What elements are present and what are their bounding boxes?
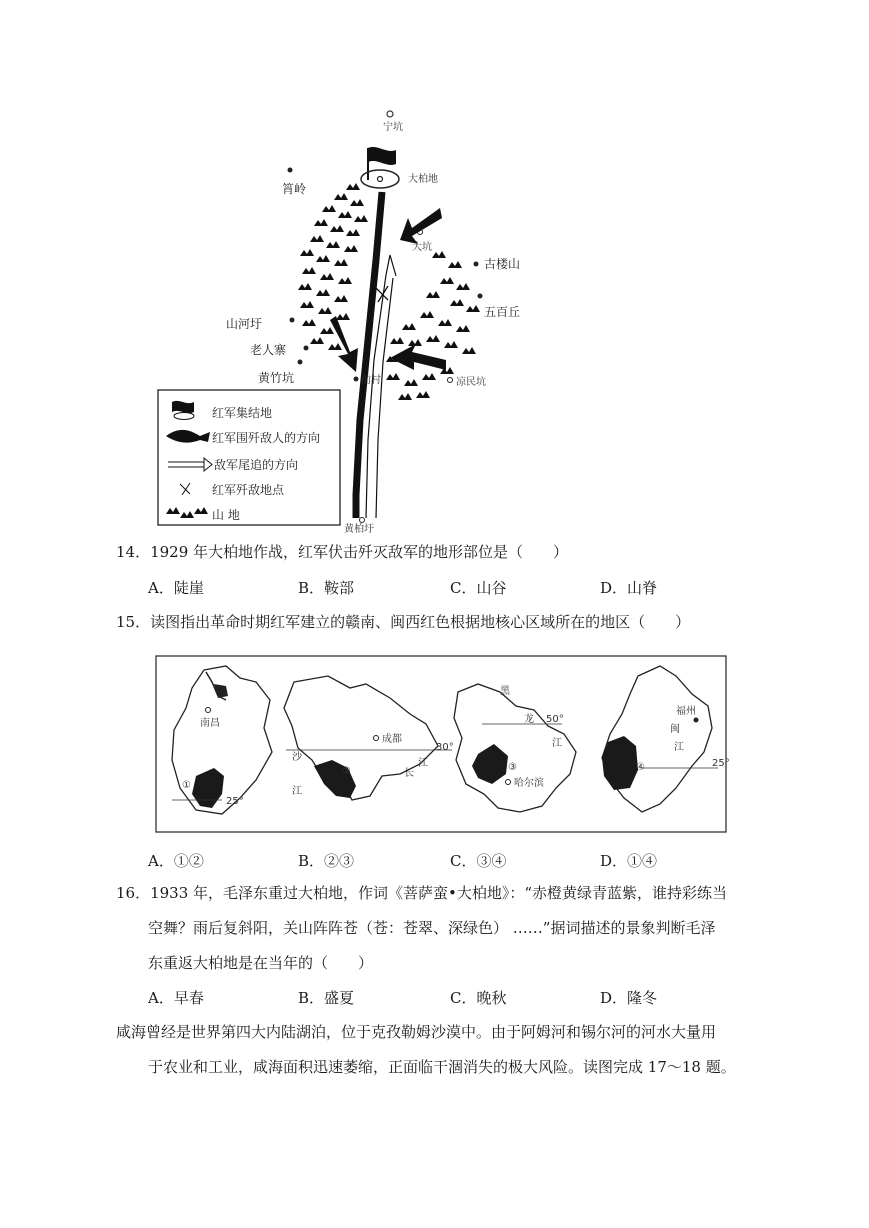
passage-line1: 咸海曾经是世界第四大内陆湖泊，位于克孜勒姆沙漠中。由于阿姆河和锡尔河的河水大量用 bbox=[116, 1023, 717, 1041]
panel2-river2: 江 bbox=[292, 786, 302, 797]
place-gulongshan: 古楼山 bbox=[484, 257, 521, 271]
panel2-lat: 30° bbox=[436, 742, 454, 753]
legend-label: 红军围歼敌人的方向 bbox=[212, 431, 321, 445]
q15-option-b[interactable]: B．②③ bbox=[298, 852, 355, 870]
legend-label: 红军歼敌地点 bbox=[212, 483, 285, 497]
place-laorenzhai: 老人寨 bbox=[250, 343, 287, 357]
panel3-river3: 江 bbox=[552, 738, 562, 749]
place-liangminkeng: 凉民坑 bbox=[456, 377, 486, 388]
panel3-river1: 黑 bbox=[500, 686, 510, 697]
question-15-stem: 15．读图指出革命时期红军建立的赣南、闽西红色根据地核心区域所在的地区（ ） bbox=[116, 613, 691, 631]
q14-option-c[interactable]: C．山谷 bbox=[450, 579, 507, 597]
place-shanhexu: 山河圩 bbox=[226, 317, 263, 331]
panel4-num: ④ bbox=[636, 762, 645, 773]
map-legend bbox=[158, 390, 340, 525]
four-province-map bbox=[152, 648, 730, 838]
q15-option-c[interactable]: C．③④ bbox=[450, 852, 507, 870]
panel4-river1: 闽 bbox=[670, 724, 680, 735]
q16-option-a[interactable]: A．早春 bbox=[148, 989, 204, 1007]
legend-label: 敌军尾追的方向 bbox=[214, 458, 299, 472]
panel2-city: 成都 bbox=[382, 734, 402, 745]
q14-option-b[interactable]: B．鞍部 bbox=[298, 579, 355, 597]
panel4-river2: 江 bbox=[674, 742, 684, 753]
question-16-line3: 东重返大柏地是在当年的（ ） bbox=[148, 954, 374, 972]
panel4-city: 福州 bbox=[676, 706, 696, 717]
flag-icon bbox=[368, 147, 396, 180]
place-huangzhukeng: 黄竹坑 bbox=[258, 371, 295, 385]
question-16-line2: 空舞？雨后复斜阳，关山阵阵苍（苍：苍翠、深绿色） ……”据词描述的景象判断毛泽 bbox=[148, 919, 716, 937]
place-top: 宁坑 bbox=[383, 122, 403, 133]
panel3-city: 哈尔滨 bbox=[514, 778, 544, 789]
passage-line2: 于农业和工业，咸海面积迅速萎缩，正面临干涸消失的极大风险。读图完成 17～18 题。 bbox=[148, 1058, 736, 1076]
panel3-num: ③ bbox=[508, 762, 517, 773]
panel4-lat: 25° bbox=[712, 758, 730, 769]
panel3-river2: 龙 bbox=[524, 714, 534, 725]
dabaidi-battle-map bbox=[150, 100, 550, 535]
place-wubaiqiu: 五百丘 bbox=[484, 305, 521, 319]
panel1-num: ① bbox=[182, 780, 191, 791]
panel1-lat: 25° bbox=[226, 796, 244, 807]
q16-option-b[interactable]: B．盛夏 bbox=[298, 989, 355, 1007]
place-dabaidi: 大柏地 bbox=[408, 174, 438, 185]
panel3-lat: 50° bbox=[546, 714, 564, 725]
legend-label: 红军集结地 bbox=[212, 406, 273, 420]
panel2-river3: 长 bbox=[404, 768, 414, 779]
question-16-line1: 16．1933 年，毛泽东重过大柏地，作词《菩萨蛮•大柏地》：“赤橙黄绿青蓝紫，谁持彩练当 bbox=[116, 884, 728, 902]
panel2-river1: 沙 bbox=[292, 752, 302, 763]
question-14-stem: 14．1929 年大柏地作战，红军伏击歼灭敌军的地形部位是（ ） bbox=[116, 543, 569, 561]
q14-option-d[interactable]: D．山脊 bbox=[600, 579, 658, 597]
place-qianfang: 前村 bbox=[361, 375, 381, 386]
q15-option-a[interactable]: A．①② bbox=[148, 852, 204, 870]
panel2-num: ② bbox=[342, 766, 351, 777]
q16-option-d[interactable]: D．隆冬 bbox=[600, 989, 658, 1007]
q14-option-a[interactable]: A．陡崖 bbox=[148, 579, 204, 597]
q16-option-c[interactable]: C．晚秋 bbox=[450, 989, 507, 1007]
place-changling: 筲岭 bbox=[282, 182, 307, 196]
q15-option-d[interactable]: D．①④ bbox=[600, 852, 658, 870]
place-dakeng: 大坑 bbox=[412, 242, 432, 253]
legend-label: 山 地 bbox=[212, 508, 240, 522]
panel1-city: 南昌 bbox=[200, 718, 220, 729]
panel2-river4: 江 bbox=[418, 758, 428, 769]
place-huangbaixu: 黄柏圩 bbox=[344, 524, 374, 535]
